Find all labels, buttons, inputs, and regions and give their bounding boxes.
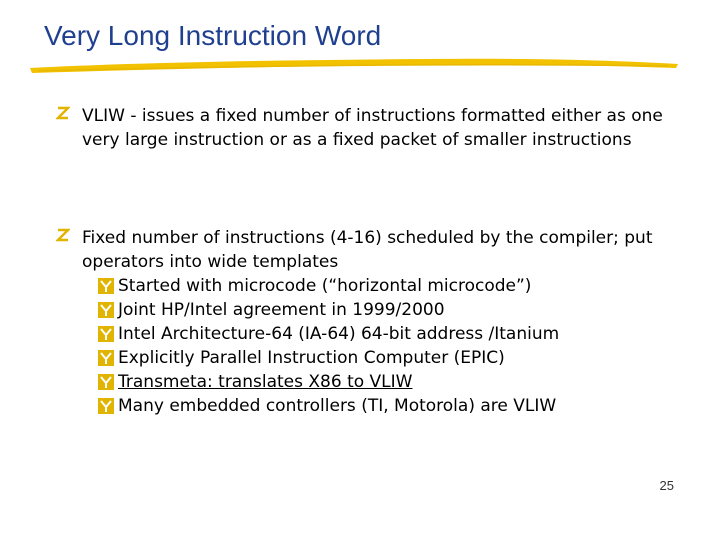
y-bullet-icon <box>98 278 114 294</box>
title-underline-brush <box>28 52 680 76</box>
sub-bullet-text: Intel Architecture-64 (IA-64) 64-bit address /Itanium <box>118 324 560 344</box>
y-bullet-icon <box>98 350 114 366</box>
sub-bullet-text: Explicitly Parallel Instruction Computer (EPIC) <box>118 348 505 368</box>
z-bullet-icon <box>56 106 70 120</box>
sub-bullet-item <box>82 370 682 394</box>
page-number: 25 <box>659 478 674 493</box>
sub-bullet-item <box>82 274 682 298</box>
sub-bullet-text: Many embedded controllers (TI, Motorola) are VLIW <box>118 396 557 416</box>
z-bullet-icon <box>56 228 70 242</box>
y-bullet-icon <box>98 398 114 414</box>
bullet-item <box>56 226 682 418</box>
sub-bullet-item <box>82 346 682 370</box>
bullet-text: VLIW - issues a fixed number of instructions formatted either as one very large instruction or as a fixed packet of smaller instructions <box>82 106 663 150</box>
y-bullet-icon <box>98 374 114 390</box>
sub-bullet-item <box>82 298 682 322</box>
sub-bullet-list <box>82 274 682 418</box>
y-bullet-icon <box>98 326 114 342</box>
y-bullet-icon <box>98 302 114 318</box>
sub-bullet-item <box>82 322 682 346</box>
sub-bullet-text: Joint HP/Intel agreement in 1999/2000 <box>118 300 445 320</box>
slide-title: Very Long Instruction Word <box>44 20 382 51</box>
sub-bullet-item <box>82 394 682 418</box>
transmeta-link[interactable]: Transmeta: translates X86 to VLIW <box>118 372 413 392</box>
bullet-text: Fixed number of instructions (4-16) scheduled by the compiler; put operators into wide templates <box>82 228 653 272</box>
bullet-item <box>56 104 682 152</box>
sub-bullet-text: Started with microcode (“horizontal microcode”) <box>118 276 532 296</box>
